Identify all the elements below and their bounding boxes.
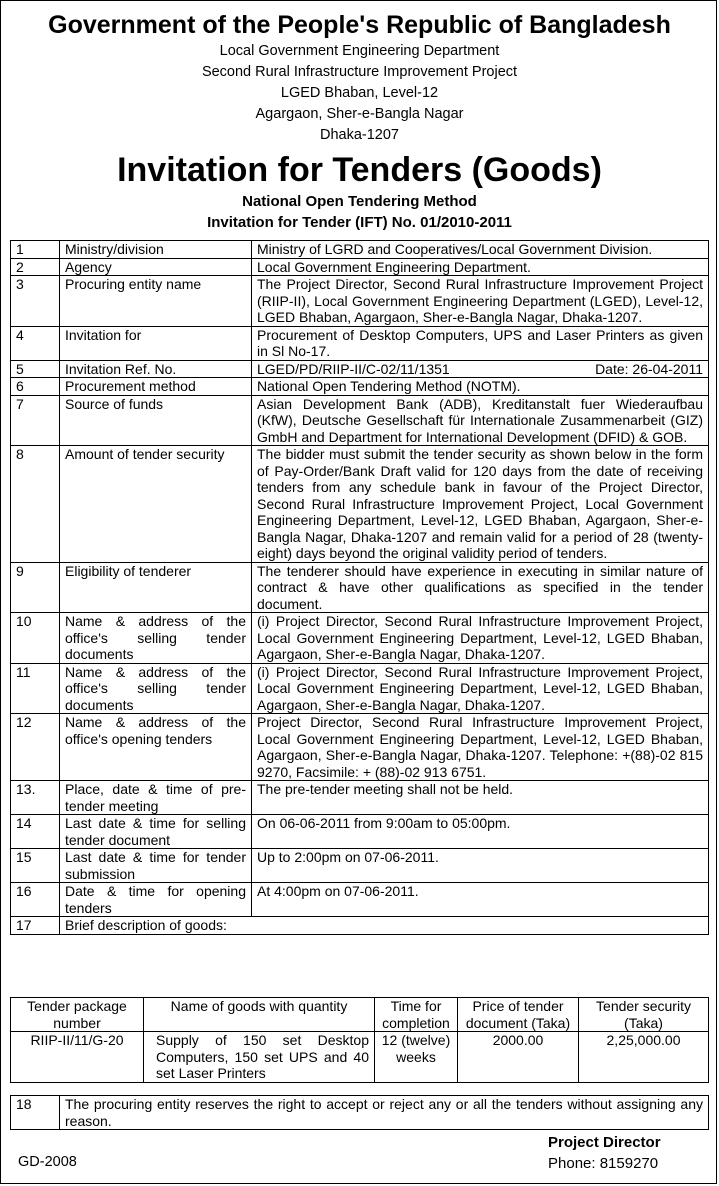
tender-details-table	[10, 240, 709, 935]
row-label: Last date & time for selling tender document	[60, 815, 252, 849]
row-value: The tenderer should have experience in executing in similar nature of contract & have other qualifications as specified in the tender document.	[252, 562, 709, 613]
row-label: Procuring entity name	[60, 276, 252, 327]
ift-number: Invitation for Tender (IFT) No. 01/2010-2011	[207, 214, 512, 231]
table-row	[11, 395, 709, 446]
row-value: Local Government Engineering Department.	[252, 258, 709, 276]
row-number: 15	[11, 849, 60, 883]
row-value: (i) Project Director, Second Rural Infrastructure Improvement Project, Local Government Engineering Department, Level-12, LGED Bhaban, Agargaon, Sher-e-Bangla Nagar, Dhaka-1207.	[252, 663, 709, 714]
table-row	[11, 849, 709, 883]
header-line-project: Second Rural Infrastructure Improvement Project	[201, 64, 518, 80]
row-number: 10	[11, 613, 60, 664]
document-price: 2000.00	[458, 1032, 579, 1083]
row-value	[252, 360, 709, 378]
table-row	[11, 883, 709, 917]
row-number: 2	[11, 258, 60, 276]
table-row	[11, 1032, 709, 1083]
signatory-phone: Phone: 8159270	[548, 1155, 659, 1172]
row-number: 1	[11, 241, 60, 259]
row-value: (i) Project Director, Second Rural Infrastructure Improvement Project, Local Government Engineering Department, Level-12, LGED Bhaban, Agargaon, Sher-e-Bangla Nagar, Dhaka-1207.	[252, 613, 709, 664]
header-line-area: Agargaon, Sher-e-Bangla Nagar	[255, 106, 464, 122]
table-row	[11, 613, 709, 664]
table-row	[11, 781, 709, 815]
terms-table	[10, 1095, 709, 1130]
row-label: Procurement method	[60, 378, 252, 396]
row-label: Name & address of the office's selling tender documents	[60, 613, 252, 664]
ref-date: Date: 26-04-2011	[595, 360, 703, 377]
row-label: Agency	[60, 258, 252, 276]
row-number: 6	[11, 378, 60, 396]
column-header: Tender security (Taka)	[579, 998, 709, 1032]
row-number: 3	[11, 276, 60, 327]
row-value: The Project Director, Second Rural Infrastructure Improvement Project (RIIP-II), Local Government Engineering Department (LGED), Level-12, LGED Bhaban, Agargaon, Sher-e-Bangla Nagar, Dhaka-1207.	[252, 276, 709, 327]
row-number: 7	[11, 395, 60, 446]
row-number: 4	[11, 326, 60, 360]
table-row	[11, 276, 709, 327]
row-value: Ministry of LGRD and Cooperatives/Local Government Division.	[252, 241, 709, 259]
tender-security: 2,25,000.00	[579, 1032, 709, 1083]
table-row	[11, 663, 709, 714]
row-number: 11	[11, 663, 60, 714]
row-number: 16	[11, 883, 60, 917]
row-number: 14	[11, 815, 60, 849]
ref-number: LGED/PD/RIIP-II/C-02/11/1351	[257, 360, 450, 377]
row-value: Asian Development Bank (ADB), Kreditanstalt fuer Wiederaufbau (KfW), Deutsche Gesellschaft für Internationale Zusammenarbeit (GIZ) GmbH and Department for International Development (DFID) & GOB.	[252, 395, 709, 446]
row-label: Source of funds	[60, 395, 252, 446]
goods-table	[10, 997, 709, 1083]
row-value: The bidder must submit the tender security as shown below in the form of Pay-Order/Bank Draft valid for 120 days from the date of receiving tenders from any schedule bank in favour of the Project Director, Second Rural Infrastructure Improvement Project, Local Government Engineering Department, Level-12, LGED Bhaban, Agargaon, Sher-e-Bangla Nagar, Dhaka-1207 and remain valid for a period of 28 (twenty-eight) days beyond the original validity period of tenders.	[252, 446, 709, 563]
table-row	[11, 446, 709, 563]
row-number: 13.	[11, 781, 60, 815]
row-value: On 06-06-2011 from 9:00am to 05:00pm.	[252, 815, 709, 849]
row-number: 17	[11, 917, 60, 935]
header-line-building: LGED Bhaban, Level-12	[280, 85, 439, 101]
table-row	[11, 917, 709, 935]
column-header: Time for completion	[375, 998, 458, 1032]
goods-header-row	[11, 998, 709, 1032]
row-label: Eligibility of tenderer	[60, 562, 252, 613]
row-value: The procuring entity reserves the right to accept or reject any or all the tenders without assigning any reason.	[60, 1096, 709, 1130]
row-label: Ministry/division	[60, 241, 252, 259]
row-label: Invitation Ref. No.	[60, 360, 252, 378]
column-header: Name of goods with quantity	[144, 998, 375, 1032]
row-label: Brief description of goods:	[60, 917, 709, 935]
table-row	[11, 1096, 709, 1130]
page-title: Invitation for Tenders (Goods)	[117, 151, 602, 189]
government-title: Government of the People's Republic of Bangladesh	[48, 11, 671, 39]
header-line-department: Local Government Engineering Department	[219, 43, 500, 59]
table-row	[11, 378, 709, 396]
package-number: RIIP-II/11/G-20	[11, 1032, 144, 1083]
column-header: Tender package number	[11, 998, 144, 1032]
column-header: Price of tender document (Taka)	[458, 998, 579, 1032]
row-label: Place, date & time of pre-tender meeting	[60, 781, 252, 815]
tender-method: National Open Tendering Method	[242, 193, 477, 210]
row-value: The pre-tender meeting shall not be held.	[252, 781, 709, 815]
row-value: Procurement of Desktop Computers, UPS and Laser Printers as given in Sl No-17.	[252, 326, 709, 360]
table-row	[11, 241, 709, 259]
table-row	[11, 562, 709, 613]
table-row	[11, 326, 709, 360]
ad-code: GD-2008	[18, 1154, 77, 1170]
table-row	[11, 815, 709, 849]
row-number: 5	[11, 360, 60, 378]
row-label: Invitation for	[60, 326, 252, 360]
row-number: 9	[11, 562, 60, 613]
row-number: 8	[11, 446, 60, 563]
header-line-city: Dhaka-1207	[320, 127, 399, 143]
row-number: 18	[11, 1096, 60, 1130]
table-row	[11, 360, 709, 378]
row-label: Name & address of the office's selling tender documents	[60, 663, 252, 714]
table-row	[11, 258, 709, 276]
row-value: Project Director, Second Rural Infrastructure Improvement Project, Local Government Engineering Department, Level-12, LGED Bhaban, Agargaon, Sher-e-Bangla Nagar, Dhaka-1207. Telephone: +(88)-02 815 9270, Facsimile: + (88)-02 913 6751.	[252, 714, 709, 781]
row-label: Amount of tender security	[60, 446, 252, 563]
completion-time: 12 (twelve) weeks	[375, 1032, 458, 1083]
row-label: Date & time for opening tenders	[60, 883, 252, 917]
row-value: At 4:00pm on 07-06-2011.	[252, 883, 709, 917]
row-label: Name & address of the office's opening tenders	[60, 714, 252, 781]
goods-description: Supply of 150 set Desktop Computers, 150 set UPS and 40 set Laser Printers	[144, 1032, 375, 1083]
row-value: National Open Tendering Method (NOTM).	[252, 378, 709, 396]
signatory-title: Project Director	[548, 1134, 661, 1151]
table-row	[11, 714, 709, 781]
row-number: 12	[11, 714, 60, 781]
row-value: Up to 2:00pm on 07-06-2011.	[252, 849, 709, 883]
row-label: Last date & time for tender submission	[60, 849, 252, 883]
